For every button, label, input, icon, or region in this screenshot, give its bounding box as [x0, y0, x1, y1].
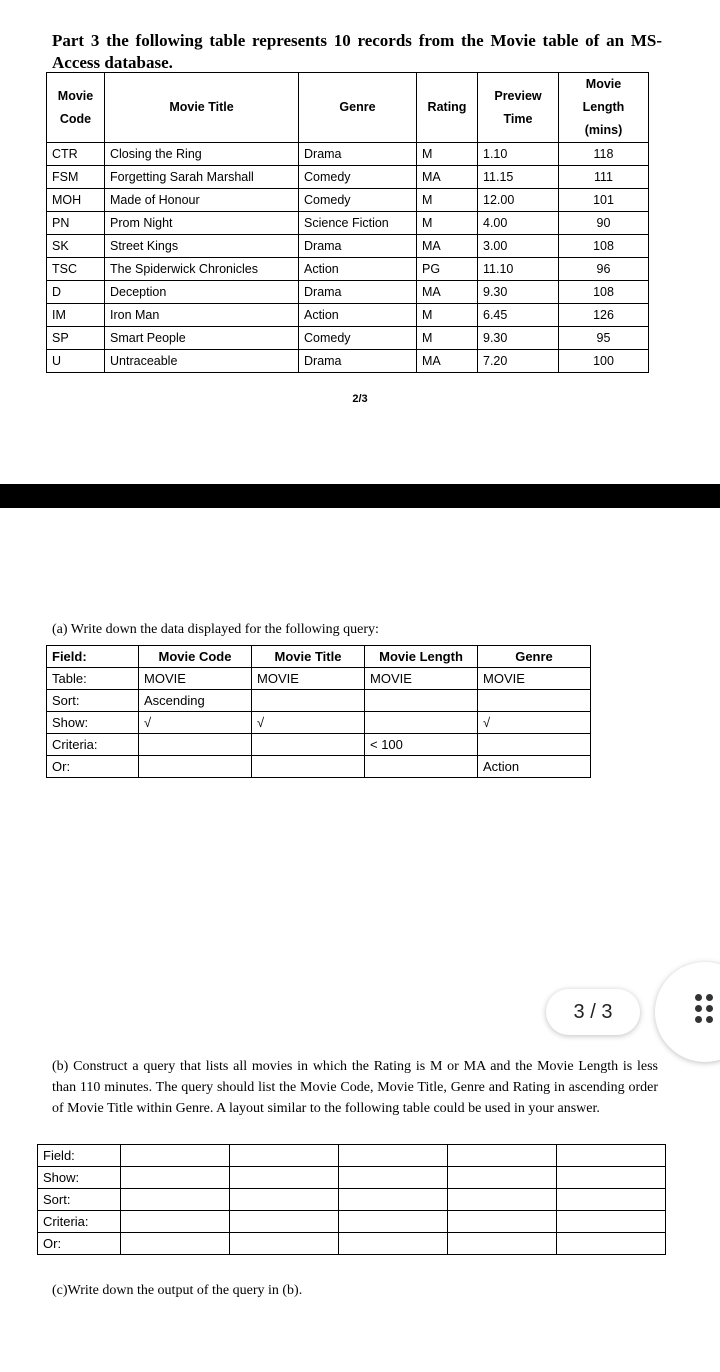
genre-cell: Drama	[299, 350, 417, 373]
movie-code-cell: MOH	[47, 189, 105, 212]
table-cell: MOVIE	[365, 668, 478, 690]
genre-cell: Drama	[299, 281, 417, 304]
col-header-preview-time: Preview Time	[478, 73, 559, 143]
query-b-show-row	[38, 1167, 666, 1189]
genre-cell: Drama	[299, 235, 417, 258]
or-cell	[139, 756, 252, 778]
row-label: Criteria:	[47, 734, 139, 756]
movie-title-cell: Forgetting Sarah Marshall	[105, 166, 299, 189]
genre-cell: Action	[299, 258, 417, 281]
query-a-criteria-row	[47, 734, 591, 756]
preview-time-cell: 12.00	[478, 189, 559, 212]
criteria-cell	[478, 734, 591, 756]
row-label: Sort:	[38, 1189, 121, 1211]
movie-length-cell: 101	[559, 189, 649, 212]
preview-time-cell: 4.00	[478, 212, 559, 235]
query-b-field-row	[38, 1145, 666, 1167]
row-label: Criteria:	[38, 1211, 121, 1233]
movie-length-cell: 108	[559, 281, 649, 304]
field-cell: Movie Code	[139, 646, 252, 668]
movie-code-cell: CTR	[47, 143, 105, 166]
table-cell: MOVIE	[478, 668, 591, 690]
movie-length-cell: 108	[559, 235, 649, 258]
genre-cell: Comedy	[299, 327, 417, 350]
movie-table	[46, 72, 649, 373]
page-heading: Part 3 the following table represents 10 records from the Movie table of an MS-Access database.	[52, 31, 662, 72]
row-label: Field:	[47, 646, 139, 668]
movie-code-cell: U	[47, 350, 105, 373]
row-label: Or:	[38, 1233, 121, 1255]
preview-time-cell: 11.10	[478, 258, 559, 281]
preview-time-cell: 11.15	[478, 166, 559, 189]
question-a-text: (a) Write down the data displayed for the following query:	[52, 622, 379, 637]
preview-time-cell: 3.00	[478, 235, 559, 258]
row-label: Show:	[47, 712, 139, 734]
movie-length-cell: 118	[559, 143, 649, 166]
or-cell: Action	[478, 756, 591, 778]
show-checkmark: √	[139, 712, 252, 734]
movie-length-cell: 96	[559, 258, 649, 281]
table-row	[47, 235, 649, 258]
rating-cell: M	[417, 143, 478, 166]
criteria-cell	[139, 734, 252, 756]
rating-cell: M	[417, 304, 478, 327]
row-label: Table:	[47, 668, 139, 690]
col-header-movie-title: Movie Title	[105, 73, 299, 143]
table-row	[47, 212, 649, 235]
genre-cell: Comedy	[299, 189, 417, 212]
query-a-or-row	[47, 756, 591, 778]
row-label: Field:	[38, 1145, 121, 1167]
or-cell	[252, 756, 365, 778]
movie-title-cell: Iron Man	[105, 304, 299, 327]
row-label: Or:	[47, 756, 139, 778]
criteria-cell	[252, 734, 365, 756]
rating-cell: MA	[417, 166, 478, 189]
field-cell: Movie Title	[252, 646, 365, 668]
page-indicator[interactable]: 3 / 3	[546, 989, 640, 1035]
sort-cell: Ascending	[139, 690, 252, 712]
movie-table-header	[47, 73, 649, 143]
show-checkmark: √	[252, 712, 365, 734]
table-row	[47, 350, 649, 373]
query-b-grid	[37, 1144, 666, 1255]
query-a-sort-row	[47, 690, 591, 712]
page-number: 2/3	[352, 393, 368, 405]
rating-cell: M	[417, 327, 478, 350]
col-header-genre: Genre	[299, 73, 417, 143]
row-label: Show:	[38, 1167, 121, 1189]
movie-length-cell: 100	[559, 350, 649, 373]
table-row	[47, 143, 649, 166]
movie-title-cell: Smart People	[105, 327, 299, 350]
rating-cell: MA	[417, 281, 478, 304]
col-header-rating: Rating	[417, 73, 478, 143]
preview-time-cell: 6.45	[478, 304, 559, 327]
row-label: Sort:	[47, 690, 139, 712]
rating-cell: M	[417, 189, 478, 212]
genre-cell: Action	[299, 304, 417, 327]
more-options-icon[interactable]	[695, 994, 715, 1028]
table-row	[47, 304, 649, 327]
movie-title-cell: Made of Honour	[105, 189, 299, 212]
movie-title-cell: Untraceable	[105, 350, 299, 373]
movie-title-cell: The Spiderwick Chronicles	[105, 258, 299, 281]
field-cell: Movie Length	[365, 646, 478, 668]
query-b-criteria-row	[38, 1211, 666, 1233]
question-b-text: (b) Construct a query that lists all movies in which the Rating is M or MA and the Movie Length is less than 110 minutes. The query should list the Movie Code, Movie Title, Genre and Rating in ascending order of Movie Title within Genre. A layout similar to the following table could be used in your answer.	[52, 1059, 658, 1116]
table-cell: MOVIE	[139, 668, 252, 690]
query-b-or-row	[38, 1233, 666, 1255]
page-separator	[0, 484, 720, 508]
col-header-movie-code: Movie Code	[47, 73, 105, 143]
rating-cell: PG	[417, 258, 478, 281]
sort-cell	[365, 690, 478, 712]
query-a-show-row	[47, 712, 591, 734]
genre-cell: Drama	[299, 143, 417, 166]
question-c-text: (c)Write down the output of the query in (b).	[52, 1283, 303, 1298]
query-a-grid	[46, 645, 591, 778]
table-row	[47, 166, 649, 189]
table-cell: MOVIE	[252, 668, 365, 690]
table-row	[47, 189, 649, 212]
show-checkmark: √	[478, 712, 591, 734]
table-row	[47, 258, 649, 281]
query-a-field-row	[47, 646, 591, 668]
table-row	[47, 327, 649, 350]
preview-time-cell: 9.30	[478, 327, 559, 350]
movie-title-cell: Deception	[105, 281, 299, 304]
rating-cell: MA	[417, 350, 478, 373]
movie-code-cell: SK	[47, 235, 105, 258]
movie-title-cell: Closing the Ring	[105, 143, 299, 166]
preview-time-cell: 7.20	[478, 350, 559, 373]
movie-title-cell: Prom Night	[105, 212, 299, 235]
rating-cell: MA	[417, 235, 478, 258]
genre-cell: Science Fiction	[299, 212, 417, 235]
table-row	[47, 281, 649, 304]
sort-cell	[252, 690, 365, 712]
movie-length-cell: 90	[559, 212, 649, 235]
genre-cell: Comedy	[299, 166, 417, 189]
movie-code-cell: D	[47, 281, 105, 304]
movie-code-cell: IM	[47, 304, 105, 327]
or-cell	[365, 756, 478, 778]
movie-code-cell: PN	[47, 212, 105, 235]
movie-code-cell: TSC	[47, 258, 105, 281]
field-cell: Genre	[478, 646, 591, 668]
preview-time-cell: 1.10	[478, 143, 559, 166]
rating-cell: M	[417, 212, 478, 235]
movie-length-cell: 95	[559, 327, 649, 350]
query-a-table-row	[47, 668, 591, 690]
criteria-cell: < 100	[365, 734, 478, 756]
query-b-sort-row	[38, 1189, 666, 1211]
movie-title-cell: Street Kings	[105, 235, 299, 258]
movie-length-cell: 126	[559, 304, 649, 327]
movie-code-cell: FSM	[47, 166, 105, 189]
col-header-movie-length: Movie Length (mins)	[559, 73, 649, 143]
sort-cell	[478, 690, 591, 712]
show-checkmark	[365, 712, 478, 734]
preview-time-cell: 9.30	[478, 281, 559, 304]
movie-code-cell: SP	[47, 327, 105, 350]
movie-length-cell: 111	[559, 166, 649, 189]
